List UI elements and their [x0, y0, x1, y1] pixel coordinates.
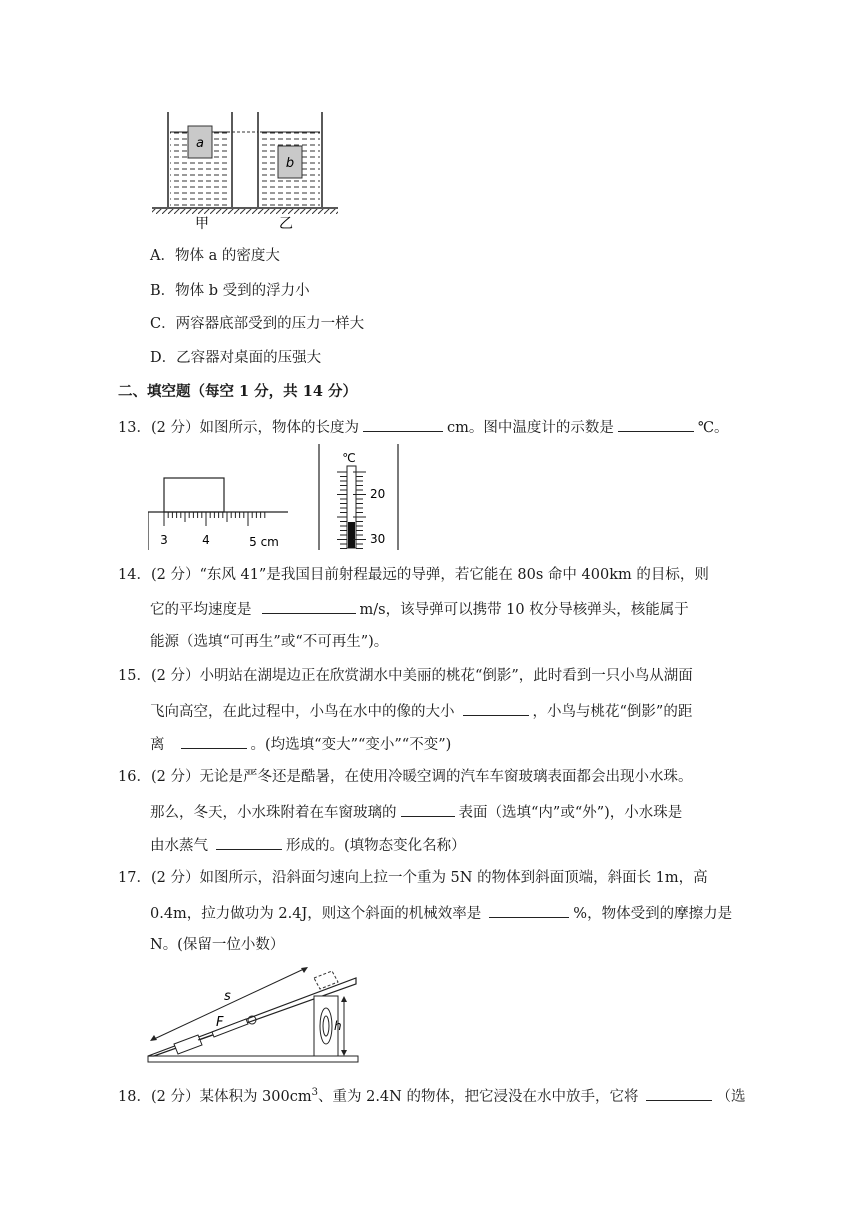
pulled-block — [174, 1035, 202, 1054]
q13-blank-2[interactable] — [618, 416, 694, 432]
q18-line1-b: 、重为 2.4N 的物体，把它浸没在水中放手，它将 — [317, 1088, 639, 1105]
label-b: b — [285, 156, 295, 171]
q14-line3: 能源（选填“可再生”或“不可再生”)。 — [150, 634, 389, 650]
ruler-label-5: 5 cm — [249, 535, 279, 549]
label-a: a — [196, 136, 204, 151]
q14-line1: 14．(2 分）“东风 41”是我国目前射程最远的导弹，若它能在 80s 命中 400km 的目标，则 — [118, 567, 709, 583]
q15-line3-post: 。(均选填“变大”“变小”“不变”) — [250, 737, 452, 753]
q12-option-d: D．乙容器对桌面的压强大 — [150, 350, 322, 366]
label-h: h — [334, 1019, 342, 1033]
q14-blank-1[interactable] — [262, 598, 356, 614]
q17-line2-pre: 0.4m，拉力做功为 2.4J，则这个斜面的机械效率是 — [150, 906, 482, 922]
q16-line3 — [150, 834, 466, 856]
label-F: F — [216, 1015, 224, 1030]
ruler-figure — [148, 476, 290, 552]
label-jia: 甲 — [195, 216, 209, 232]
q15-line3 — [150, 733, 451, 755]
thermo-label-30: 30 — [370, 532, 386, 546]
q16-line2-pre: 那么，冬天，小水珠附着在车窗玻璃的 — [150, 805, 397, 821]
thermo-label-20: 20 — [370, 487, 386, 501]
q13-prefix: 13．(2 分）如图所示，物体的长度为 — [118, 420, 359, 436]
q16-line1: 16．(2 分）无论是严冬还是酷暑，在使用冷暖空调的汽车车窗玻璃表面都会出现小水珠。 — [118, 769, 693, 785]
measured-object — [164, 478, 224, 512]
q12-option-a: A．物体 a 的密度大 — [150, 248, 280, 264]
q17-line2 — [150, 902, 732, 924]
thermometer-figure — [318, 444, 400, 552]
q12-option-c: C．两容器底部受到的压力一样大 — [150, 316, 365, 332]
q17-line1: 17．(2 分）如图所示，沿斜面匀速向上拉一个重为 5N 的物体到斜面顶端，斜面长 1m，高 — [118, 870, 708, 886]
q17-line2-post: %，物体受到的摩擦力是 — [573, 906, 733, 922]
q18-line1 — [118, 1083, 745, 1107]
q18-line1-c: （选 — [716, 1088, 746, 1105]
thermo-liquid — [348, 522, 355, 548]
q13-unit1: cm。图中温度计的示数是 — [446, 420, 614, 436]
q14-line2-post: m/s，该导弹可以携带 10 枚分导核弹头，核能属于 — [359, 602, 689, 618]
q18-line1-a: 18．(2 分）某体积为 300cm — [118, 1088, 312, 1105]
q16-line3-pre: 由水蒸气 — [150, 838, 208, 854]
q14-line2-pre: 它的平均速度是 — [150, 602, 252, 618]
ruler-ticks — [164, 512, 265, 526]
q12-option-b: B．物体 b 受到的浮力小 — [150, 283, 310, 299]
q16-blank-2[interactable] — [216, 834, 282, 850]
q13-blank-1[interactable] — [363, 416, 443, 432]
q13-unit2: ℃。 — [697, 420, 729, 436]
q16-line2-post: 表面（选填“内”或“外”)，小水珠是 — [458, 805, 683, 821]
q15-blank-1[interactable] — [463, 700, 529, 716]
ruler-label-3: 3 — [160, 533, 168, 547]
q16-line3-post: 形成的。(填物态变化名称） — [286, 838, 466, 854]
q15-line2-post: ，小鸟与桃花“倒影”的距 — [532, 704, 693, 720]
containers-figure — [150, 112, 340, 232]
q17-blank-1[interactable] — [489, 902, 569, 918]
q14-line2 — [150, 598, 689, 620]
q15-blank-2[interactable] — [181, 733, 247, 749]
label-yi: 乙 — [279, 216, 293, 232]
incline-figure — [146, 960, 362, 1068]
q18-sup: 3 — [311, 1087, 318, 1098]
section-title: 二、填空题（每空 1 分，共 14 分） — [118, 383, 357, 400]
q15-line1: 15．(2 分）小明站在湖堤边正在欣赏湖水中美丽的桃花“倒影”，此时看到一只小鸟从湖面 — [118, 668, 693, 684]
q15-line2-pre: 飞向高空，在此过程中，小鸟在水中的像的大小 — [150, 704, 455, 720]
q13-text — [118, 416, 729, 438]
q16-line2 — [150, 801, 682, 823]
q17-line3: N。(保留一位小数） — [150, 937, 285, 953]
label-s: s — [224, 989, 231, 1004]
q15-line3-pre: 离 — [150, 737, 165, 753]
ruler-label-4: 4 — [202, 533, 210, 547]
q16-blank-1[interactable] — [401, 801, 455, 817]
thermo-unit: ℃ — [342, 451, 356, 465]
q18-blank-1[interactable] — [646, 1085, 712, 1101]
q15-line2 — [150, 700, 692, 722]
